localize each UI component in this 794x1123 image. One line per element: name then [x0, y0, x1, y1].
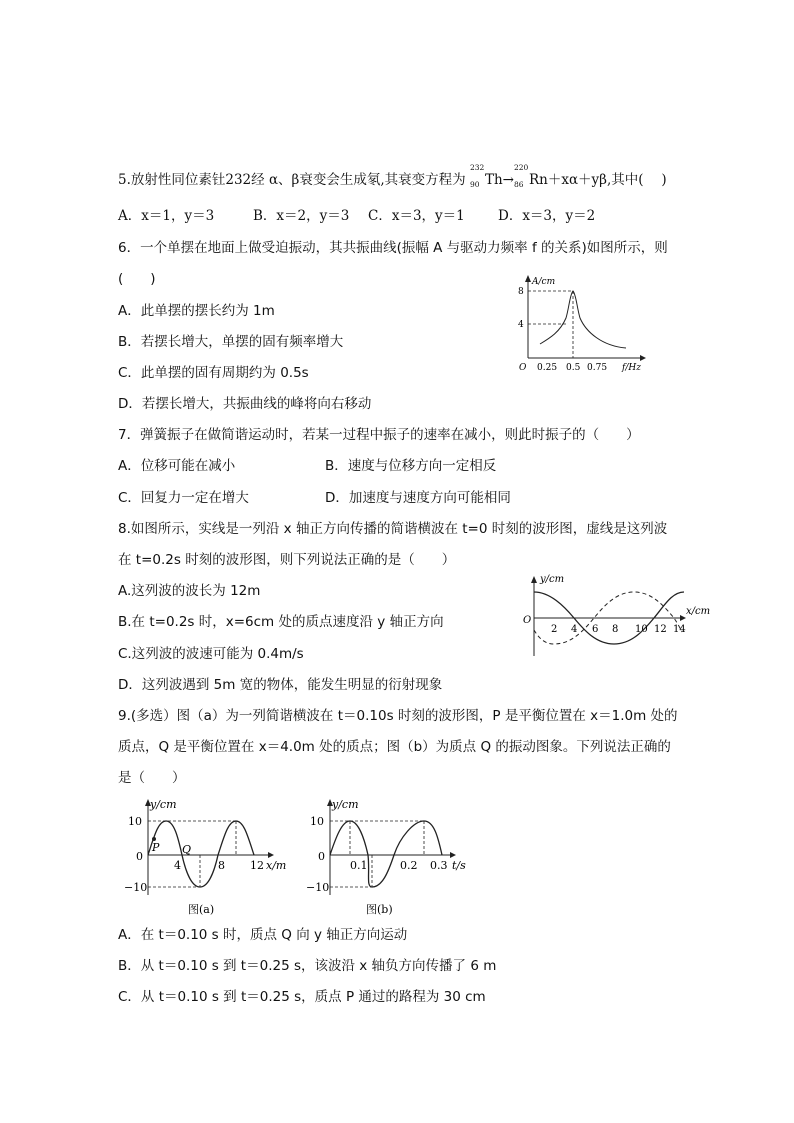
y-axis-arrow: [531, 576, 537, 583]
y-tick-10: 10: [310, 815, 324, 828]
rn-atomic-number: 86: [513, 180, 524, 189]
y-axis-arrow: [525, 275, 531, 282]
x-tick-10: 10: [635, 624, 648, 635]
q7-option-d[interactable]: D．加速度与速度方向可能相同: [325, 490, 511, 506]
wave-svg-a: [120, 793, 300, 918]
t-tick-03: 0.3: [430, 859, 448, 872]
x-axis-label: f/Hz: [622, 363, 641, 373]
x-tick-14: 14: [673, 624, 686, 635]
y-tick-4: 4: [518, 320, 524, 330]
origin-label: O: [523, 615, 532, 626]
q5-option-b[interactable]: B．x＝2，y＝3: [253, 208, 350, 224]
rn-mass-number: 220: [513, 163, 529, 172]
q7-option-a[interactable]: A．位移可能在减小: [118, 458, 236, 474]
point-p-label: P: [152, 841, 160, 854]
radon-nuclide: [513, 163, 548, 189]
y-tick-10: 10: [128, 815, 142, 828]
th-symbol: Th: [484, 172, 503, 188]
x-axis-arrow: [640, 355, 646, 361]
x-tick-025: 0.25: [537, 363, 558, 373]
q6-option-b[interactable]: B．若摆长增大，单摆的固有频率增大: [118, 334, 344, 350]
resonance-curve-svg: [512, 272, 652, 376]
x-tick-12: 12: [250, 859, 264, 872]
q6-option-c[interactable]: C．此单摆的固有周期约为 0.5s: [118, 365, 309, 381]
q5-stem-b: ＋xα＋yβ,其中( ): [547, 172, 667, 188]
reaction-arrow: →: [502, 172, 514, 188]
q9-stem-line3: 是（ ）: [118, 770, 186, 786]
th-mass-number: 232: [469, 163, 485, 172]
y-tick-neg10: −10: [124, 881, 148, 894]
wave-svg-b: [300, 793, 480, 918]
x-tick-2: 2: [551, 624, 558, 635]
y-tick-neg10: −10: [306, 881, 330, 894]
wave-a-curve: [148, 821, 254, 887]
resonance-curve: [540, 291, 626, 348]
y-tick-0: 0: [318, 850, 325, 863]
t-axis-label: t/s: [452, 859, 466, 872]
q6-option-d[interactable]: D．若摆长增大，共振曲线的峰将向右移动: [118, 396, 372, 412]
wave-b-curve: [330, 821, 442, 887]
q9-stem-line1: 9.(多选）图（a）为一列简谐横波在 t＝0.10s 时刻的波形图，P 是平衡位置在 x＝1.0m 处的: [118, 708, 678, 724]
x-tick-05: 0.5: [566, 363, 581, 373]
rn-symbol: Rn: [528, 172, 548, 188]
wave-figure-a: [120, 793, 300, 918]
x-tick-4: 4: [174, 859, 181, 872]
q5-stem-a: 5.放射性同位素钍232经 α、β衰变会生成氡,其衰变方程为: [118, 172, 470, 188]
origin-label: O: [519, 363, 527, 373]
q5-option-c[interactable]: C．x＝3，y＝1: [368, 208, 465, 224]
thorium-nuclide: [469, 163, 503, 189]
x-tick-8: 8: [612, 624, 619, 635]
wave-figure-b: [300, 793, 480, 918]
q6-stem-line2: ( ): [118, 271, 156, 287]
y-tick-0: 0: [136, 850, 143, 863]
q9-option-a[interactable]: A．在 t＝0.10 s 时，质点 Q 向 y 轴正方向运动: [118, 927, 408, 943]
th-atomic-number: 90: [469, 180, 480, 189]
resonance-curve-figure: [512, 272, 652, 376]
q8-option-a[interactable]: A.这列波的波长为 12m: [118, 583, 261, 599]
y-axis-label: y/cm: [150, 798, 177, 811]
x-tick-4: 4: [571, 624, 578, 635]
q9-stem-line2: 质点，Q 是平衡位置在 x＝4.0m 处的质点；图（b）为质点 Q 的振动图象。下列说法正确的: [118, 739, 671, 755]
fig-a-caption: 图(a): [188, 903, 215, 916]
q5-option-d[interactable]: D．x＝3，y＝2: [498, 208, 596, 224]
q6-stem-line1: 6．一个单摆在地面上做受迫振动，其共振曲线(振幅 A 与驱动力频率 f 的关系)如图所示，则: [118, 240, 668, 256]
q8-stem-line2: 在 t=0.2s 时刻的波形图，则下列说法正确的是（ ）: [118, 552, 456, 568]
wave-figure-q8: [516, 570, 716, 660]
q5-option-a[interactable]: A．x＝1，y＝3: [118, 208, 215, 224]
q8-option-b[interactable]: B.在 t=0.2s 时，x=6cm 处的质点速度沿 y 轴正方向: [118, 614, 444, 630]
x-axis-arrow: [268, 852, 274, 858]
x-axis-label: x/cm: [686, 606, 711, 617]
q9-option-c[interactable]: C．从 t＝0.10 s 到 t＝0.25 s，质点 P 通过的路程为 30 cm: [118, 989, 486, 1005]
t-tick-01: 0.1: [350, 859, 368, 872]
x-tick-8: 8: [218, 859, 225, 872]
fig-b-caption: 图(b): [366, 903, 393, 916]
q6-option-a[interactable]: A．此单摆的摆长约为 1m: [118, 303, 275, 319]
point-q-label: Q: [182, 843, 192, 856]
q7-option-c[interactable]: C．回复力一定在增大: [118, 490, 249, 506]
y-axis-label: A/cm: [532, 277, 556, 287]
q8-option-d[interactable]: D．这列波遇到 5m 宽的物体，能发生明显的衍射现象: [118, 677, 443, 693]
q9-option-b[interactable]: B．从 t＝0.10 s 到 t＝0.25 s，该波沿 x 轴负方向传播了 6 m: [118, 958, 497, 974]
x-tick-075: 0.75: [587, 363, 608, 373]
q8-stem-line1: 8.如图所示，实线是一列沿 x 轴正方向传播的简谐横波在 t=0 时刻的波形图，虚线是这列波: [118, 521, 668, 537]
x-tick-6: 6: [592, 624, 599, 635]
q7-option-b[interactable]: B．速度与位移方向一定相反: [325, 458, 497, 474]
y-axis-label: y/cm: [540, 574, 565, 585]
t-axis-arrow: [450, 852, 456, 858]
y-axis-label: y/cm: [332, 798, 359, 811]
t-tick-02: 0.2: [400, 859, 418, 872]
q8-option-c[interactable]: C.这列波的波速可能为 0.4m/s: [118, 646, 304, 662]
wave-svg-q8: [516, 570, 716, 660]
q7-stem: 7．弹簧振子在做简谐运动时，若某一过程中振子的速率在减小，则此时振子的（ ）: [118, 427, 640, 443]
y-tick-8: 8: [518, 287, 524, 297]
x-axis-label: x/m: [266, 859, 287, 872]
q5-stem: [118, 163, 667, 189]
x-tick-12: 12: [654, 624, 667, 635]
